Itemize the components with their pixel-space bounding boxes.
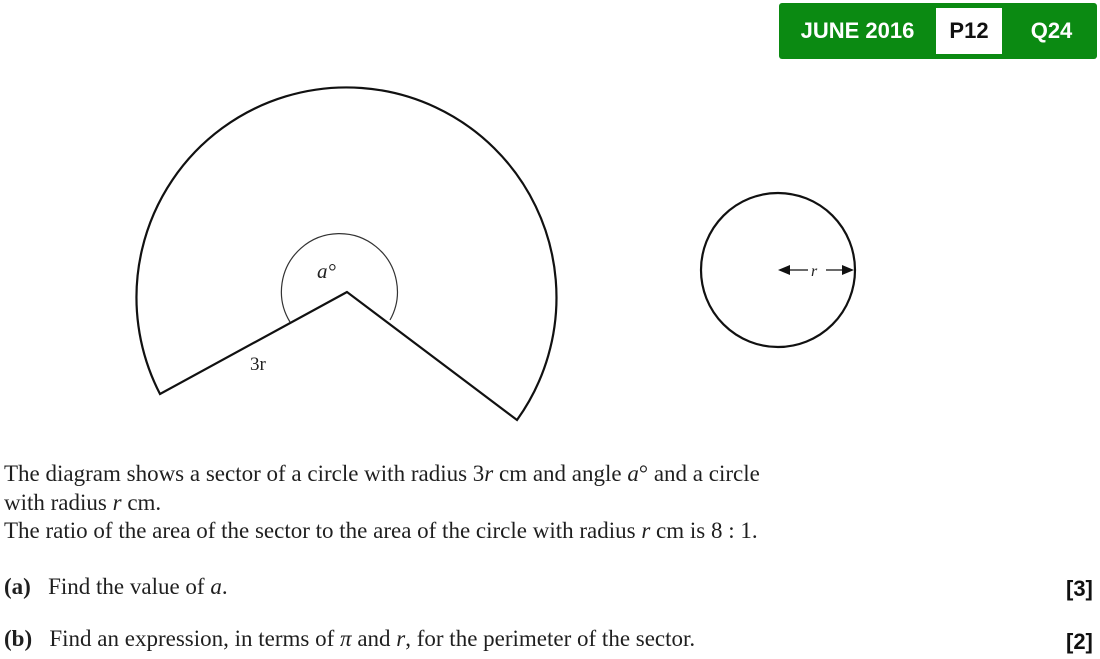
sector-radius-label: 3r bbox=[250, 354, 266, 375]
angle-arc bbox=[281, 234, 397, 322]
sector-outline bbox=[136, 87, 556, 420]
intro-line-3: The ratio of the area of the sector to the area of the circle with radius r cm is 8 : 1. bbox=[4, 518, 758, 543]
part-b-label: (b) bbox=[4, 626, 33, 651]
part-a: (a) Find the value of a. bbox=[4, 574, 228, 599]
badge-question: Q24 bbox=[1030, 18, 1073, 43]
badge-paper: P12 bbox=[936, 8, 1002, 54]
angle-label: a° bbox=[317, 259, 336, 283]
part-b-marks: [2] bbox=[1066, 629, 1093, 654]
part-a-marks: [3] bbox=[1066, 576, 1093, 601]
badge-session: JUNE 2016 bbox=[800, 18, 915, 43]
part-b: (b) Find an expression, in terms of π and r, for the perimeter of the sector. bbox=[4, 626, 696, 651]
intro-line-1: The diagram shows a sector of a circle with radius 3r cm and angle a° and a circle bbox=[4, 461, 760, 486]
intro-line-2: with radius r cm. bbox=[4, 490, 162, 515]
radius-label: r bbox=[811, 263, 818, 280]
part-a-label: (a) bbox=[4, 574, 31, 599]
